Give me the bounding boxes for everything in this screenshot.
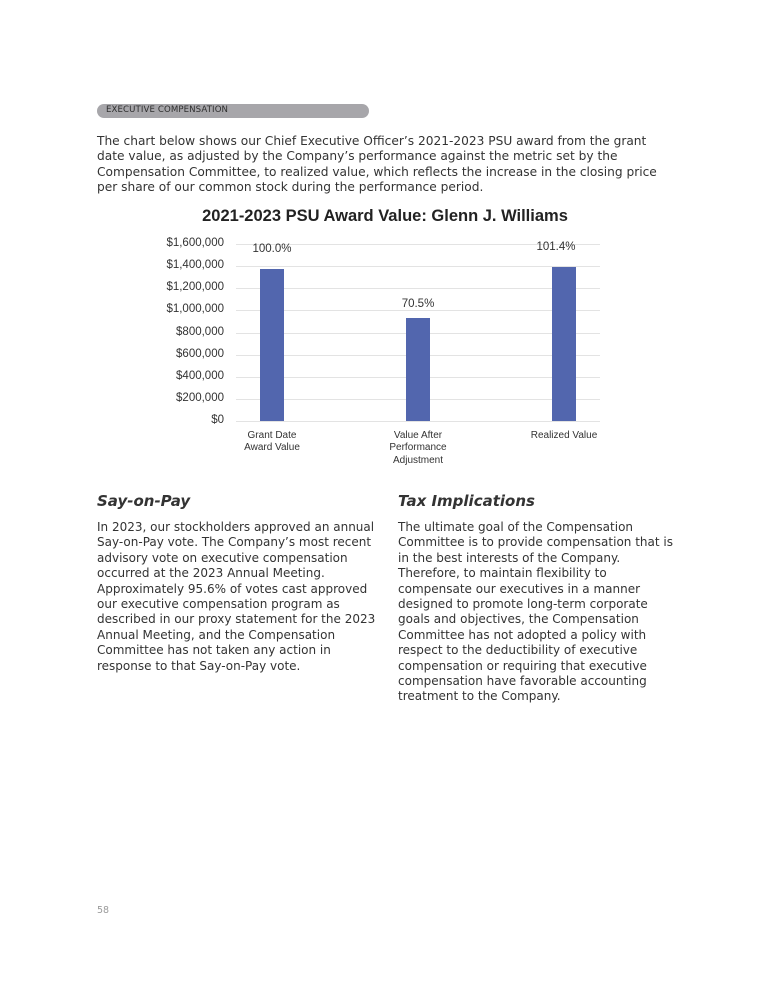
y-tick-label: $1,200,000 [166, 281, 224, 294]
gridline [236, 288, 600, 289]
chart-plot-area [236, 244, 600, 421]
page-number: 58 [97, 905, 110, 916]
y-tick-label: $0 [211, 414, 224, 426]
y-tick-label: $1,000,000 [166, 303, 224, 316]
bar-data-label: 101.4% [536, 240, 576, 253]
x-tick-label: Grant Date Award Value [244, 430, 300, 454]
y-tick-label: $600,000 [176, 347, 224, 360]
tax-implications-heading: Tax Implications [398, 492, 535, 510]
bar-data-label: 70.5% [401, 298, 435, 310]
x-tick-label: Realized Value [530, 430, 598, 441]
gridline [236, 421, 600, 422]
intro-paragraph: The chart below shows our Chief Executive Officer’s 2021-2023 PSU award from the grant date value, as adjusted by the Company’s performance against the metric set by the Compensation Committee, to realized value, which reflects the increase in the closing price per share of our common stock during the performance period. [97, 134, 657, 195]
chart-title: 2021-2023 PSU Award Value: Glenn J. Williams [202, 207, 568, 225]
y-tick-label: $1,400,000 [166, 259, 224, 272]
bar [552, 267, 576, 421]
x-tick-label: Value After Performance Adjustment [389, 430, 447, 466]
y-tick-label: $400,000 [176, 369, 224, 382]
say-on-pay-section [97, 492, 387, 674]
y-tick-label: $800,000 [176, 325, 224, 338]
y-tick-label: $1,600,000 [166, 237, 224, 249]
gridline [236, 266, 600, 267]
tax-implications-section [398, 492, 676, 705]
bar [406, 318, 430, 421]
tax-implications-body: The ultimate goal of the Compensation Committee is to provide compensation that is in the best interests of the Company. Therefore, to maintain flexibility to compensate our executives in a manner designed to promote long-term corporate goals and objectives, the Compensation Committee has not adopted a policy with respect to the deductibility of executive compensation or requiring that executive compensation have favorable accounting treatment to the Company. [398, 520, 673, 704]
say-on-pay-heading: Say-on-Pay [97, 492, 191, 510]
bar [260, 269, 284, 421]
section-header-tab [97, 104, 369, 118]
bar-data-label: 100.0% [252, 243, 292, 255]
gridline [236, 310, 600, 311]
say-on-pay-body: In 2023, our stockholders approved an annual Say-on-Pay vote. The Company’s most recent advisory vote on executive compensation occurred at the 2023 Annual Meeting. Approximately 95.6% of votes cast approved our executive compensation program as described in our proxy statement for the 2023 Annual Meeting, and the Compensation Committee has not taken any action in response to that Say-on-Pay vote. [97, 520, 376, 673]
section-label: EXECUTIVE COMPENSATION [106, 105, 229, 115]
y-tick-label: $200,000 [176, 391, 224, 404]
